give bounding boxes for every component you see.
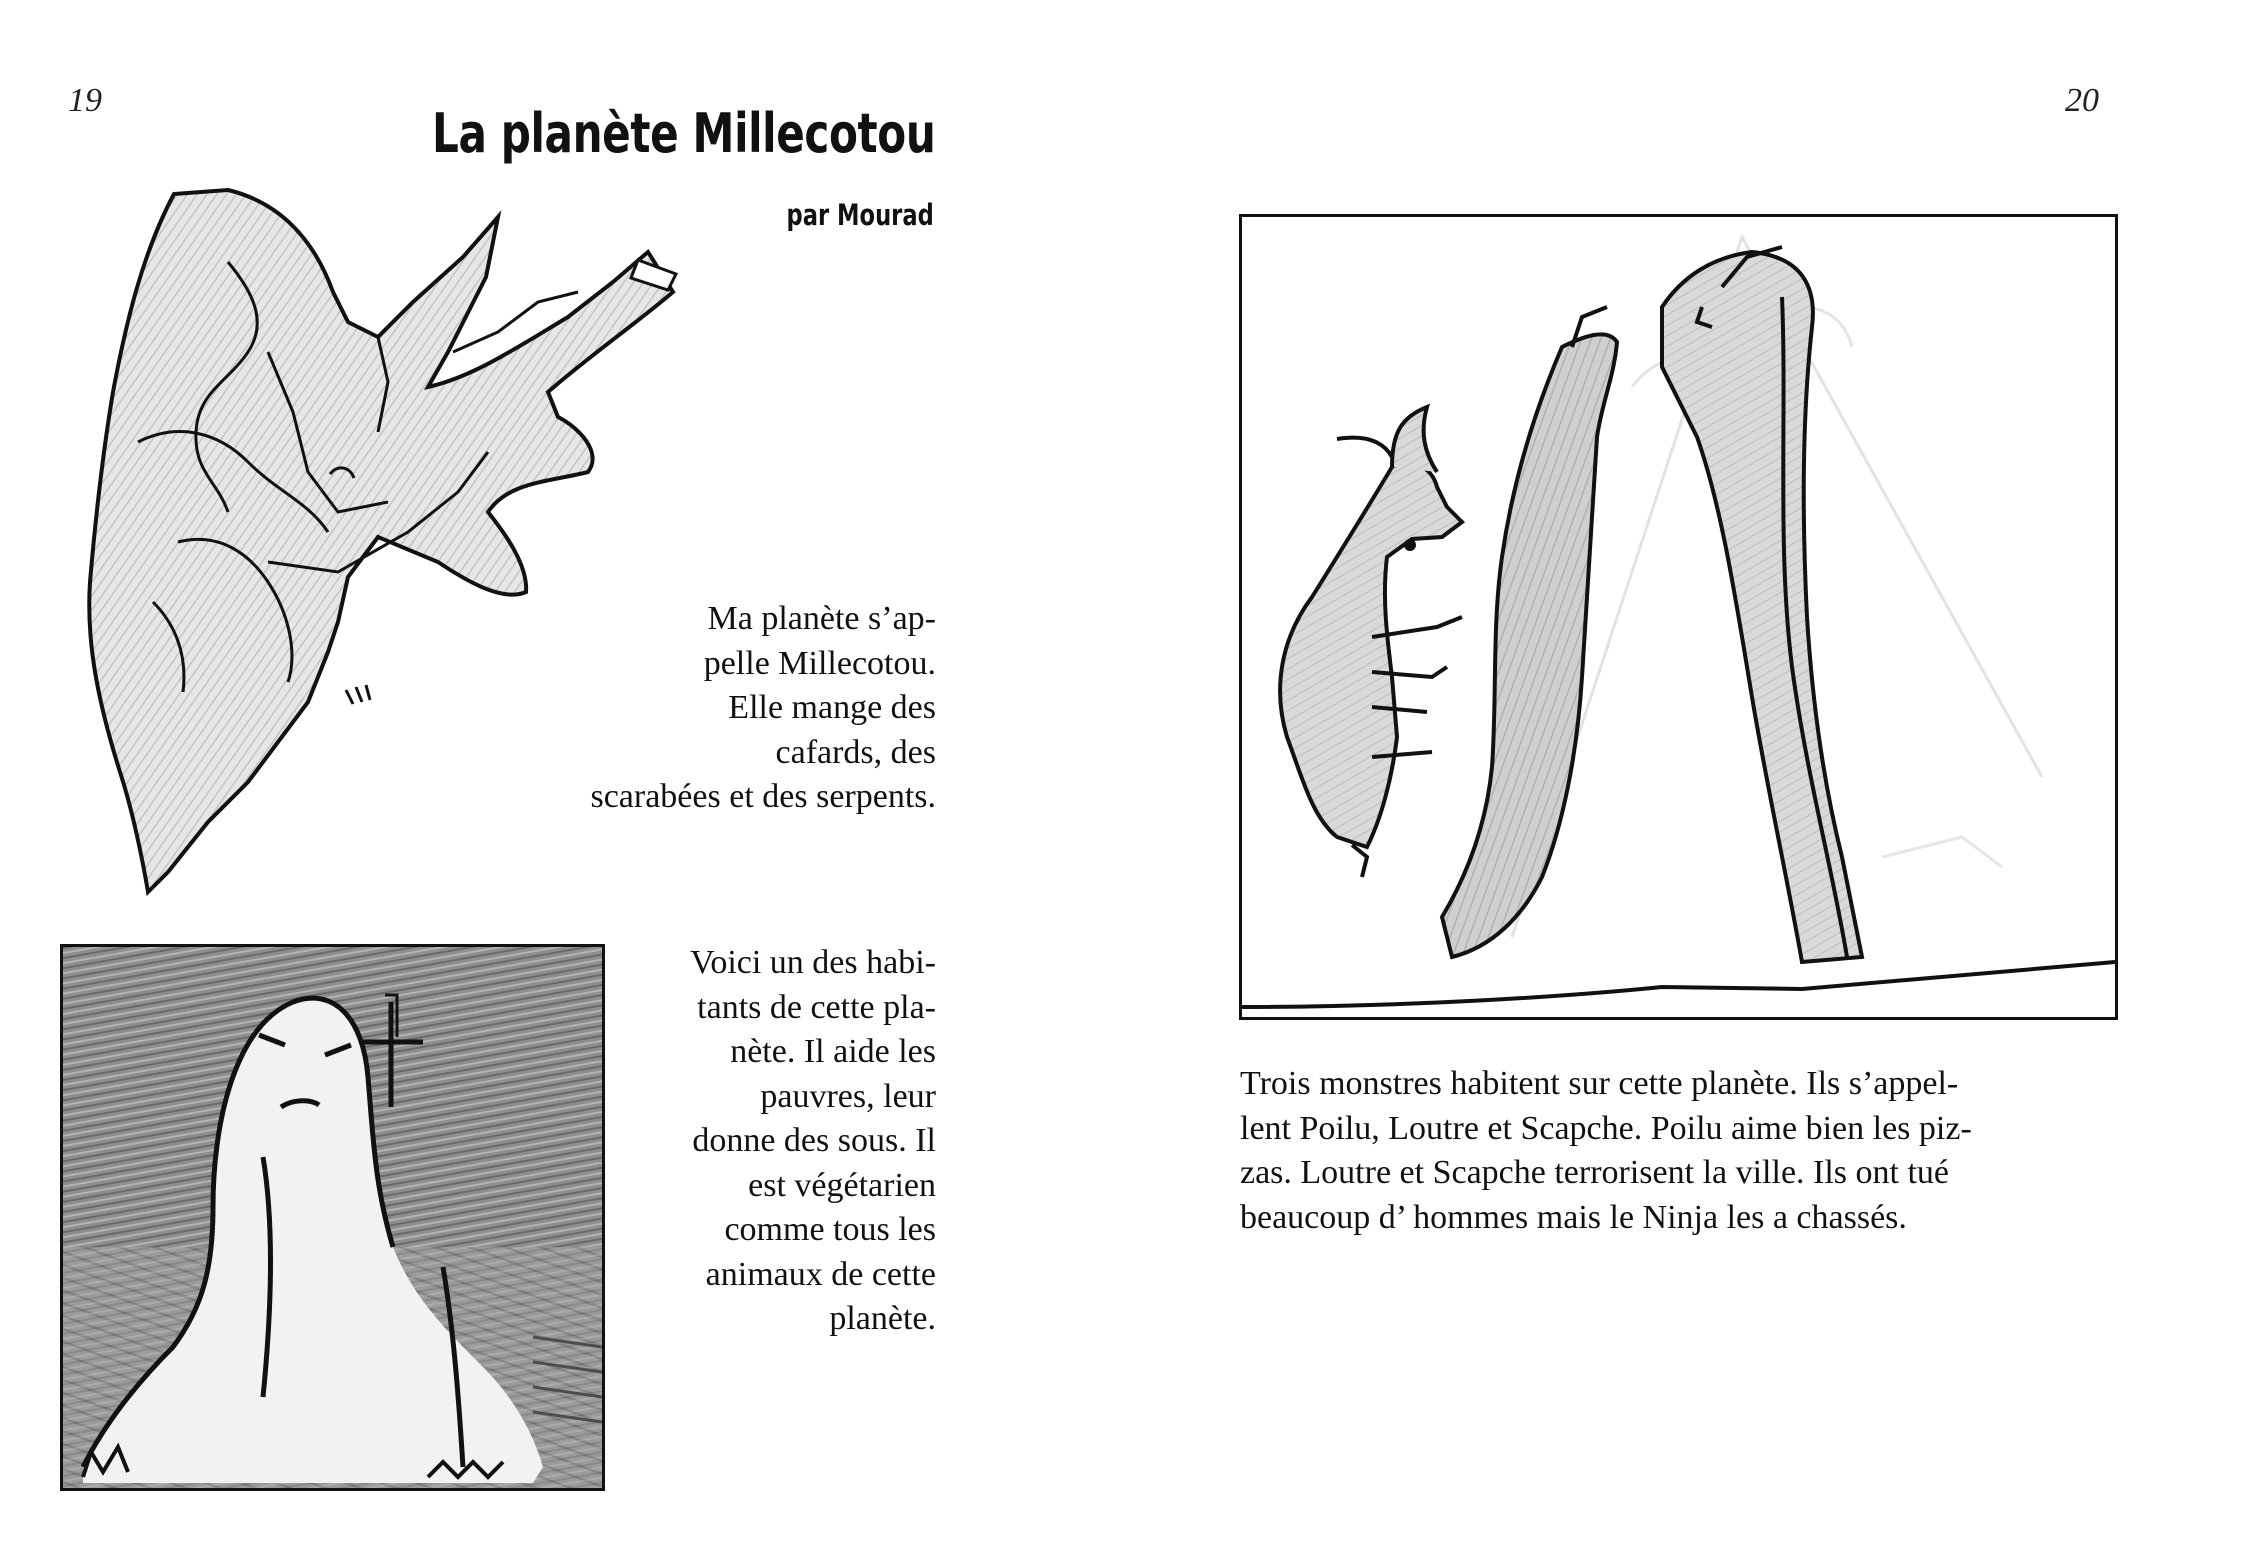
page-20 xyxy=(1122,0,2244,1556)
monsters-paragraph xyxy=(1240,1062,2191,1240)
intro-paragraph xyxy=(590,597,936,820)
story-line: Trois monstres habitent sur cette planète. Ils s’appel- xyxy=(1240,1065,1959,1102)
page-number-left: 19 xyxy=(68,82,102,119)
monsters-drawing-svg xyxy=(1242,217,2115,1017)
story-line: lent Poilu, Loutre et Scapche. Poilu aime bien les piz- xyxy=(1240,1109,1972,1147)
planet-outline-shape xyxy=(89,190,673,892)
habitant-line: est végétarien xyxy=(748,1166,936,1204)
story-byline: par Mourad xyxy=(786,198,934,232)
intro-line: pelle Millecotou. xyxy=(703,644,936,682)
habitant-line: nète. Il aide les xyxy=(730,1033,936,1070)
habitant-line: pauvres, leur xyxy=(760,1077,936,1115)
planet-drawing xyxy=(78,182,678,897)
intro-line: Elle mange des xyxy=(728,689,936,726)
story-line: beaucoup d’ hommes mais le Ninja les a chassés. xyxy=(1240,1198,1907,1236)
habitant-line: planète. xyxy=(829,1300,936,1337)
habitant-line: animaux de cette xyxy=(705,1255,936,1293)
intro-line: scarabées et des serpents. xyxy=(590,778,936,815)
habitant-drawing-svg xyxy=(63,947,602,1488)
monsters-drawing xyxy=(1239,214,2118,1020)
intro-line: Ma planète s’ap- xyxy=(707,600,936,637)
intro-line: cafards, des xyxy=(775,733,936,771)
habitant-drawing xyxy=(60,944,605,1491)
habitant-paragraph xyxy=(690,941,936,1342)
habitant-line: tants de cette pla- xyxy=(697,988,936,1026)
page-number-right: 20 xyxy=(2065,82,2099,119)
story-title: La planète Millecotou xyxy=(431,102,935,165)
planet-drawing-svg xyxy=(78,182,678,897)
habitant-line: comme tous les xyxy=(724,1211,936,1248)
story-line: zas. Loutre et Scapche terrorisent la ville. Ils ont tué xyxy=(1240,1154,1950,1191)
habitant-line: Voici un des habi- xyxy=(690,944,936,981)
habitant-line: donne des sous. Il xyxy=(692,1122,936,1159)
